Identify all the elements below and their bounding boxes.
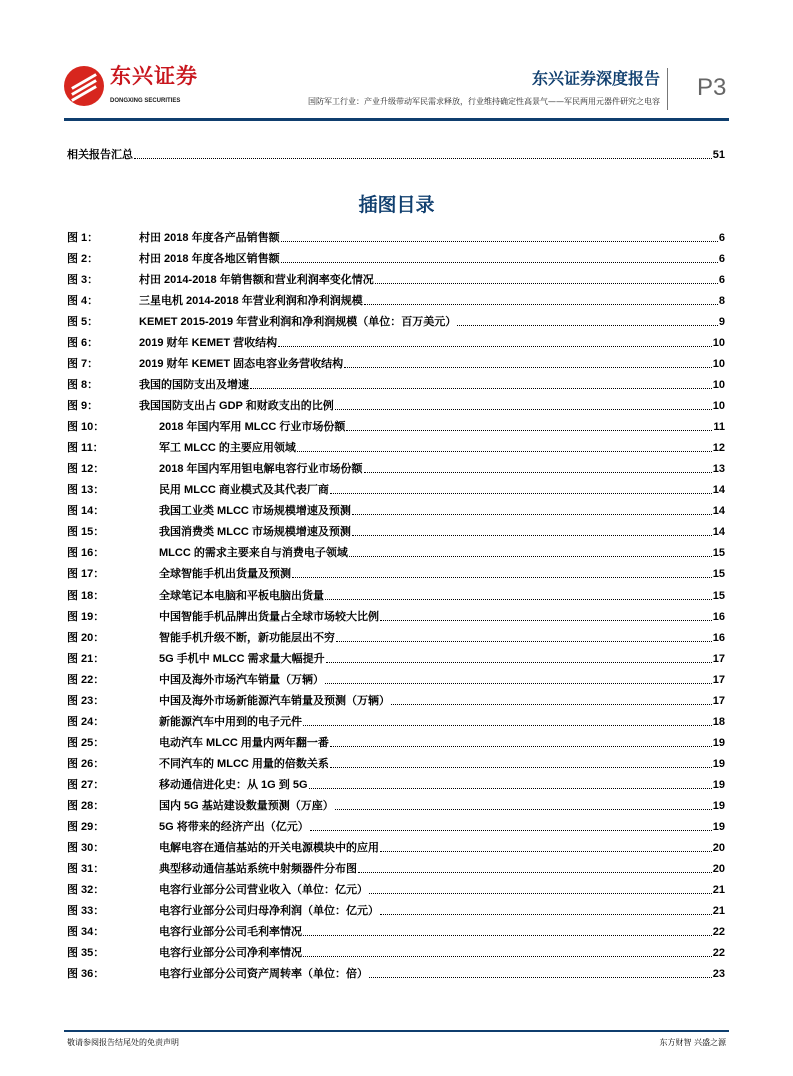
toc-entry-figure[interactable]: [67, 860, 725, 876]
figure-label: 图 4：: [67, 295, 99, 308]
figure-label: 图 1：: [67, 232, 99, 244]
figure-title: 电容行业部分公司净利率情况: [159, 947, 302, 960]
figure-page: 21: [712, 883, 725, 896]
entry-page: 51: [712, 149, 725, 161]
figure-page: 19: [712, 778, 725, 791]
figure-label: 图 27：: [67, 778, 105, 791]
figure-title: 民用 MLCC 商业模式及其代表厂商: [159, 484, 329, 497]
toc-entry-figure[interactable]: [67, 629, 725, 645]
toc-entry-figure[interactable]: [67, 692, 725, 708]
figure-page: 16: [712, 631, 725, 644]
toc-entry-figure[interactable]: [67, 397, 725, 413]
figure-label: 图 2：: [67, 253, 99, 266]
figure-page: 19: [712, 799, 725, 812]
figure-label: 图 23：: [67, 694, 105, 707]
footer-disclaimer: 敬请参阅报告结尾处的免责声明: [67, 1038, 179, 1047]
figure-page: 20: [712, 841, 725, 854]
figure-title: 2018 年国内军用 MLCC 行业市场份额: [159, 421, 346, 434]
leader-dots: [250, 388, 712, 389]
figure-label: 图 10：: [67, 421, 105, 434]
figure-label: 图 8：: [67, 379, 99, 392]
figure-page: 10: [712, 400, 725, 413]
figure-title: 典型移动通信基站系统中射频器件分布图: [159, 862, 357, 875]
figure-label: 图 21：: [67, 652, 105, 665]
figure-label: 图 14：: [67, 505, 105, 518]
toc-entry-figure[interactable]: [67, 650, 725, 666]
toc-entry-figure[interactable]: [67, 376, 725, 392]
toc-entry-figure[interactable]: [67, 923, 725, 939]
leader-dots: [380, 914, 712, 915]
leader-dots: [309, 788, 712, 789]
figure-label: 图 7：: [67, 358, 99, 371]
toc-entry-figure[interactable]: [67, 755, 725, 771]
toc-entry-figure[interactable]: [67, 481, 725, 497]
page-number: P3: [697, 74, 727, 101]
leader-dots: [369, 977, 712, 978]
figure-page: 6: [718, 253, 725, 266]
figure-label: 图 9：: [67, 400, 99, 413]
figure-label: 图 22：: [67, 673, 105, 686]
figure-label: 图 19：: [67, 610, 105, 623]
figure-title: 不同汽车的 MLCC 用量的倍数关系: [159, 757, 329, 770]
toc-entry-figure[interactable]: [67, 271, 725, 287]
figure-page: 19: [712, 820, 725, 833]
leader-dots: [325, 683, 712, 684]
figure-page: 17: [712, 673, 725, 686]
toc-title: 插图目录: [358, 195, 435, 216]
toc-entry-figure[interactable]: [67, 902, 725, 918]
figure-title: 2018 年国内军用钽电解电容行业市场份额: [159, 463, 363, 476]
figure-label: 图 35：: [67, 947, 105, 960]
figure-title: 智能手机升级不断，新功能层出不穷: [159, 631, 335, 644]
figure-page: 10: [712, 358, 725, 371]
figure-title: 2019 财年 KEMET 营收结构: [139, 337, 278, 350]
figure-title: 移动通信进化史：从 1G 到 5G: [159, 778, 308, 791]
figure-label: 图 12：: [67, 463, 105, 476]
figure-label: 图 11：: [67, 442, 104, 455]
figure-page: 12: [712, 442, 725, 455]
toc-entry-figure[interactable]: [67, 565, 725, 581]
figure-label: 图 5：: [67, 316, 99, 329]
figure-page: 17: [712, 652, 725, 665]
figure-label: 图 18：: [67, 589, 105, 602]
figure-page: 21: [712, 904, 725, 917]
figure-page: 15: [712, 568, 725, 581]
figure-page: 14: [712, 505, 725, 518]
figure-page: 17: [712, 694, 725, 707]
figure-title: 村田 2018 年度各地区销售额: [139, 253, 280, 266]
leader-dots: [457, 325, 718, 326]
figure-title: 中国及海外市场汽车销量（万辆）: [159, 673, 324, 686]
figure-page: 14: [712, 484, 725, 497]
figure-title: 我国工业类 MLCC 市场规模增速及预测: [159, 505, 351, 518]
logo-en: DONGXING SECURITIES: [110, 98, 181, 104]
report-type: 东兴证券深度报告: [531, 71, 660, 88]
figure-page: 23: [712, 968, 725, 981]
toc-entry-figure[interactable]: [67, 250, 725, 266]
leader-dots: [349, 556, 712, 557]
toc-entry-figure[interactable]: [67, 944, 725, 960]
figure-title: 中国智能手机品牌出货量占全球市场较大比例: [159, 610, 379, 623]
figure-title: 电容行业部分公司归母净利润（单位：亿元）: [159, 904, 379, 917]
figure-title: 我国的国防支出及增速: [139, 379, 249, 392]
toc-entry-figure[interactable]: [67, 608, 725, 624]
figure-page: 19: [712, 736, 725, 749]
leader-dots: [330, 746, 712, 747]
figure-page: 18: [712, 715, 725, 728]
figure-label: 图 36：: [67, 968, 105, 981]
toc-entry-figure[interactable]: [67, 502, 725, 518]
figure-page: 6: [718, 232, 725, 244]
figure-label: 图 31：: [67, 862, 105, 875]
leader-dots: [364, 472, 712, 473]
figure-page: 15: [712, 547, 725, 560]
figure-page: 14: [712, 526, 725, 539]
figure-label: 图 30：: [67, 841, 105, 854]
figure-label: 图 20：: [67, 631, 105, 644]
toc-entry-figure[interactable]: [67, 229, 725, 245]
header-divider: [667, 68, 668, 110]
figure-title: 全球笔记本电脑和平板电脑出货量: [159, 589, 324, 602]
figure-label: 图 3：: [67, 274, 99, 287]
leader-dots: [369, 893, 712, 894]
leader-dots: [380, 620, 712, 621]
leader-dots: [281, 241, 718, 242]
figure-page: 16: [712, 610, 725, 623]
leader-dots: [344, 367, 712, 368]
entry-label: 相关报告汇总: [67, 149, 133, 161]
figure-page: 10: [712, 379, 725, 392]
leader-dots: [380, 851, 712, 852]
leader-dots: [326, 662, 712, 663]
toc-entry-figure[interactable]: [67, 544, 725, 560]
toc-entry-figure[interactable]: [67, 713, 725, 729]
figure-title: 电容行业部分公司资产周转率（单位：倍）: [159, 968, 368, 981]
toc-entry-figure[interactable]: [67, 734, 725, 750]
leader-dots: [330, 767, 712, 768]
figure-title: MLCC 的需求主要来自与消费电子领域: [159, 547, 348, 560]
leader-dots: [281, 262, 718, 263]
leader-dots: [346, 430, 712, 431]
figure-page: 20: [712, 862, 725, 875]
figure-title: 中国及海外市场新能源汽车销量及预测（万辆）: [159, 694, 390, 707]
figure-label: 图 16：: [67, 547, 105, 560]
logo-name: 东兴证券: [110, 65, 198, 88]
figure-title: 5G 手机中 MLCC 需求量大幅提升: [159, 652, 325, 665]
figure-label: 图 26：: [67, 757, 105, 770]
figure-page: 22: [712, 947, 725, 960]
leader-dots: [303, 956, 712, 957]
leader-dots: [278, 346, 712, 347]
figure-label: 图 28：: [67, 799, 105, 812]
leader-dots: [364, 304, 718, 305]
toc-entry-figure[interactable]: [67, 292, 725, 308]
leader-dots: [358, 872, 712, 873]
logo-emblem-icon: [64, 66, 104, 106]
footer-slogan: 东方财智 兴盛之源: [659, 1038, 726, 1047]
toc-entry-figure[interactable]: [67, 334, 725, 350]
footer-rule: [64, 1030, 729, 1032]
figure-label: 图 33：: [67, 904, 105, 917]
toc-entry-figure[interactable]: [67, 839, 725, 855]
leader-dots: [336, 641, 712, 642]
figure-label: 图 34：: [67, 925, 105, 938]
header-rule: [64, 118, 729, 121]
figure-title: 电解电容在通信基站的开关电源模块中的应用: [159, 841, 379, 854]
figure-title: 我国消费类 MLCC 市场规模增速及预测: [159, 526, 351, 539]
figure-title: 5G 将带来的经济产出（亿元）: [159, 820, 309, 833]
figure-label: 图 13：: [67, 484, 105, 497]
leader-dots: [303, 725, 712, 726]
toc-entry-figure[interactable]: [67, 965, 725, 981]
leader-dots: [297, 451, 712, 452]
toc-entry-figure[interactable]: [67, 671, 725, 687]
figure-page: 19: [712, 757, 725, 770]
figure-title: 电动汽车 MLCC 用量内两年翻一番: [159, 736, 329, 749]
leader-dots: [335, 409, 712, 410]
report-subtitle: 国防军工行业：产业升级带动军民需求释放，行业维持确定性高景气——军民两用元器件研究之电容: [308, 97, 660, 106]
figure-title: 电容行业部分公司毛利率情况: [159, 925, 302, 938]
figure-label: 图 24：: [67, 715, 105, 728]
figure-page: 8: [718, 295, 725, 308]
figure-label: 图 29：: [67, 820, 105, 833]
toc-entry-figure[interactable]: [67, 797, 725, 813]
figure-title: 全球智能手机出货量及预测: [159, 568, 291, 581]
toc-entry-figure[interactable]: [67, 818, 725, 834]
figure-page: 13: [712, 463, 725, 476]
leader-dots: [303, 935, 712, 936]
toc-entry-figure[interactable]: [67, 523, 725, 539]
figure-label: 图 32：: [67, 883, 105, 896]
figure-page: 6: [718, 274, 725, 287]
figure-title: 军工 MLCC 的主要应用领域: [159, 442, 296, 455]
figure-title: 电容行业部分公司营业收入（单位：亿元）: [159, 883, 368, 896]
leader-dots: [375, 283, 718, 284]
toc-entry-figure[interactable]: [67, 439, 725, 455]
toc-entry-related[interactable]: [67, 146, 725, 162]
figure-title: 村田 2018 年度各产品销售额: [139, 232, 280, 244]
leader-dots: [352, 514, 712, 515]
toc-entry-figure[interactable]: [67, 418, 725, 434]
toc-entry-figure[interactable]: [67, 587, 725, 603]
figure-label: 图 17：: [67, 568, 105, 581]
toc-entry-figure[interactable]: [67, 881, 725, 897]
leader-dots: [325, 599, 712, 600]
leader-dots: [330, 493, 712, 494]
figure-title: 新能源汽车中用到的电子元件: [159, 715, 302, 728]
figure-page: 15: [712, 589, 725, 602]
figure-label: 图 25：: [67, 736, 105, 749]
company-logo: [64, 64, 204, 110]
figure-title: 村田 2014-2018 年销售额和营业利润率变化情况: [139, 274, 374, 287]
figure-page: 11: [713, 421, 725, 434]
leader-dots: [292, 577, 712, 578]
figure-title: 2019 财年 KEMET 固态电容业务营收结构: [139, 358, 344, 371]
leader-dots: [335, 809, 712, 810]
leader-dots: [352, 535, 712, 536]
toc-entry-figure[interactable]: [67, 460, 725, 476]
leader-dots: [310, 830, 712, 831]
figure-page: 10: [712, 337, 725, 350]
figure-page: 22: [712, 925, 725, 938]
toc-entry-figure[interactable]: [67, 776, 725, 792]
figure-label: 图 6：: [67, 337, 99, 350]
leader-dots: [391, 704, 712, 705]
figure-title: 国内 5G 基站建设数量预测（万座）: [159, 799, 334, 812]
figure-page: 9: [718, 316, 725, 329]
toc-entry-figure[interactable]: [67, 355, 725, 371]
figure-title: 三星电机 2014-2018 年营业利润和净利润规模: [139, 295, 363, 308]
figure-title: KEMET 2015-2019 年营业利润和净利润规模（单位：百万美元）: [139, 316, 457, 329]
figure-label: 图 15：: [67, 526, 105, 539]
toc-entry-figure[interactable]: [67, 313, 725, 329]
leader-dots: [134, 158, 712, 159]
figure-title: 我国国防支出占 GDP 和财政支出的比例: [139, 400, 334, 413]
